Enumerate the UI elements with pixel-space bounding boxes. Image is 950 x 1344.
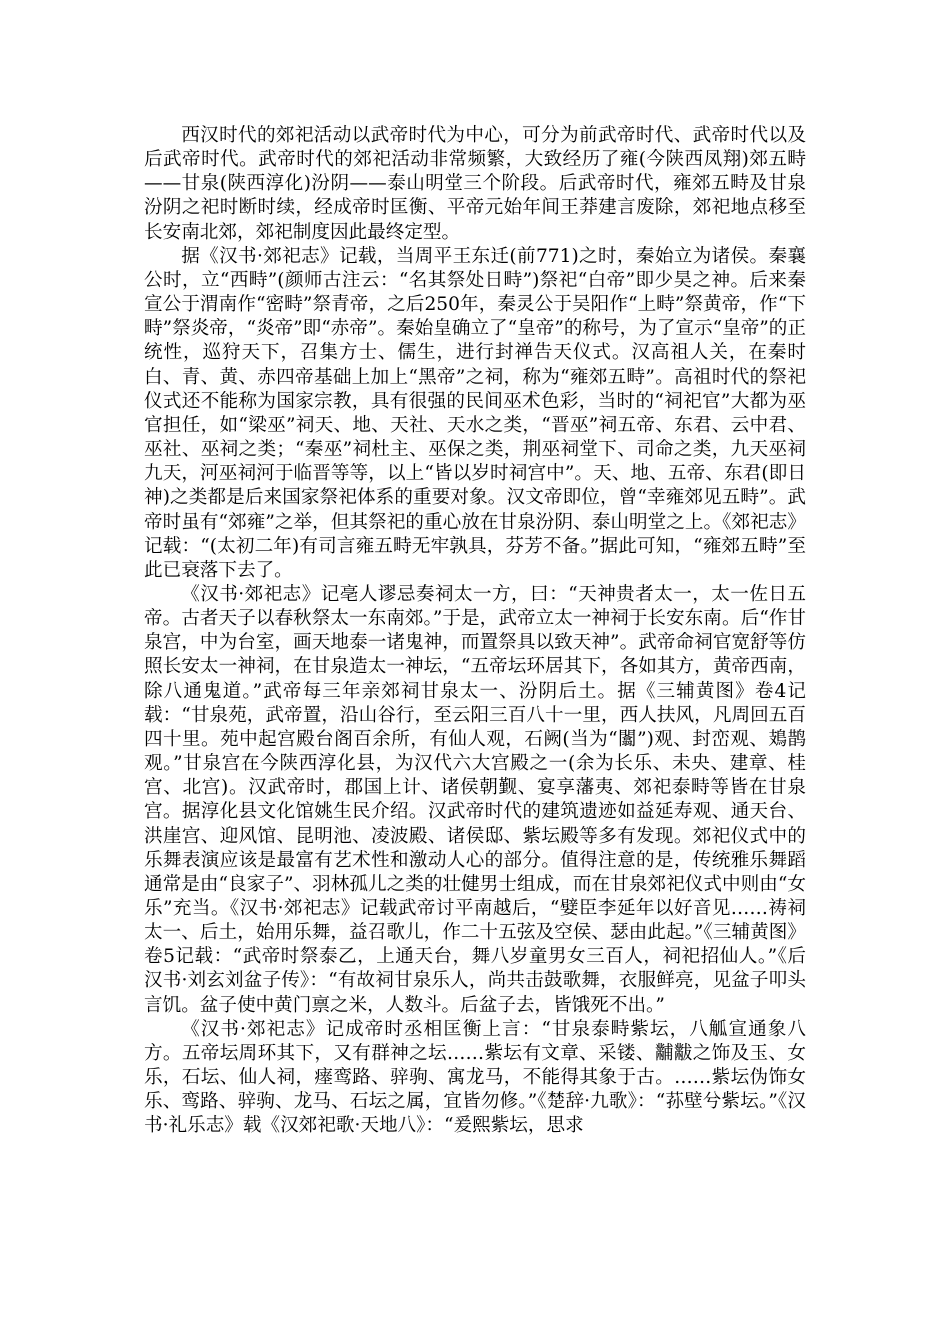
- paragraph-2: 据《汉书·郊祀志》记载，当周平王东迁(前771)之时，秦始立为诸侯。秦襄公时，立“西畤”(颜师古注云：“名其祭处日畤”)祭祀“白帝”即少昊之神。后来秦宣公于渭南作“密畤”祭青帝，之后250年，秦灵公于吴阳作“上畤”祭黄帝，作“下畤”祭炎帝，“炎帝”即“赤帝”。秦始皇确立了“皇帝”的称号，为了宣示“皇帝”的正统性，巡狩天下，召集方士、儒生，进行封禅告天仪式。汉高祖人关，在秦时白、青、黄、赤四帝基础上加上“黑帝”之祠，称为“雍郊五畤”。高祖时代的祭祀仪式还不能称为国家宗教，具有很强的民间巫术色彩，当时的“祠祀官”大都为巫官担任，如“梁巫”祠天、地、天社、天水之类，“晋巫”祠五帝、东君、云中君、巫社、巫祠之类；“秦巫”祠杜主、巫保之类，荆巫祠堂下、司命之类，九天巫祠九天，河巫祠河于临晋等等，以上“皆以岁时祠宫中”。天、地、五帝、东君(即日神)之类都是后来国家祭祀体系的重要对象。汉文帝即位，曾“幸雍郊见五畤”。武帝时虽有“郊雍”之举，但其祭祀的重心放在甘泉汾阴、泰山明堂之上。《郊祀志》记载：“(太初二年)有司言雍五畤无牢孰具，芬芳不备。”据此可知，“雍郊五畤”至此已衰落下去了。: [144, 245, 806, 581]
- document-page: [144, 124, 806, 1139]
- paragraph-1: 西汉时代的郊祀活动以武帝时代为中心，可分为前武帝时代、武帝时代以及后武帝时代。武帝时代的郊祀活动非常频繁，大致经历了雍(今陕西凤翔)郊五畤——甘泉(陕西淳化)汾阴——泰山明堂三个阶段。后武帝时代，雍郊五畤及甘泉汾阴之祀时断时续，经成帝时匡衡、平帝元始年间王莽建言废除，郊祀地点移至长安南北郊，郊祀制度因此最终定型。: [144, 125, 806, 243]
- paragraph-4: 《汉书·郊祀志》记成帝时丞相匡衡上言：“甘泉泰畤紫坛，八觚宣通象八方。五帝坛周环其下，又有群神之坛……紫坛有文章、采镂、黼黻之饰及玉、女乐，石坛、仙人祠，瘗鸾路、骍驹、寓龙马，不能得其象于古。……紫坛伪饰女乐、鸾路、骍驹、龙马、石坛之属，宜皆勿修。”《楚辞·九歌》：“荪壁兮紫坛。”《汉书·礼乐志》载《汉郊祀歌·天地八》：“爰熙紫坛，思求: [144, 1018, 806, 1137]
- paragraph-3: 《汉书·郊祀志》记亳人谬忌奏祠太一方，曰：“天神贵者太一，太一佐日五帝。古者天子以春秋祭太一东南郊。”于是，武帝立太一神祠于长安东南。后“作甘泉宫，中为台室，画天地泰一诸鬼神，而置祭具以致天神”。武帝命祠官宽舒等仿照长安太一神祠，在甘泉造太一神坛，“五帝坛环居其下，各如其方，黄帝西南，除八通鬼道。”武帝每三年亲郊祠甘泉太一、汾阴后土。据《三辅黄图》卷4记载：“甘泉苑，武帝置，沿山谷行，至云阳三百八十一里，西人扶风，凡周回五百四十里。苑中起宫殿台阁百余所，有仙人观，石阙(当为“闟”)观、封峦观、鳷鹊观。”甘泉宫在今陕西淳化县，为汉代六大宫殿之一(余为长乐、未央、建章、桂宫、北宫)。汉武帝时，郡国上计、诸侯朝觐、宴享藩夷、郊祀泰畤等皆在甘泉宫。据淳化县文化馆姚生民介绍。汉武帝时代的建筑遗迹如益延寿观、通天台、洪崖宫、迎风馆、昆明池、凌波殿、诸侯邸、紫坛殿等多有发现。郊祀仪式中的乐舞表演应该是最富有艺术性和激动人心的部分。值得注意的是，传统雅乐舞蹈通常是由“良家子”、羽林孤儿之类的壮健男士组成，而在甘泉郊祀仪式中则由“女乐”充当。《汉书·郊祀志》记载武帝讨平南越后，“嬖臣李延年以好音见……祷祠太一、后土，始用乐舞，益召歌儿，作二十五弦及空侯、瑟由此起。”《三辅黄图》卷5记载：“武帝时祭泰乙，上通天台，舞八岁童男女三百人，祠祀招仙人。”《后汉书·刘玄刘盆子传》：“有故祠甘泉乐人，尚共击鼓歌舞，衣服鲜亮，见盆子叩头言饥。盆子使中黄门禀之米，人数斗。后盆子去，皆饿死不出。”: [144, 583, 806, 1016]
